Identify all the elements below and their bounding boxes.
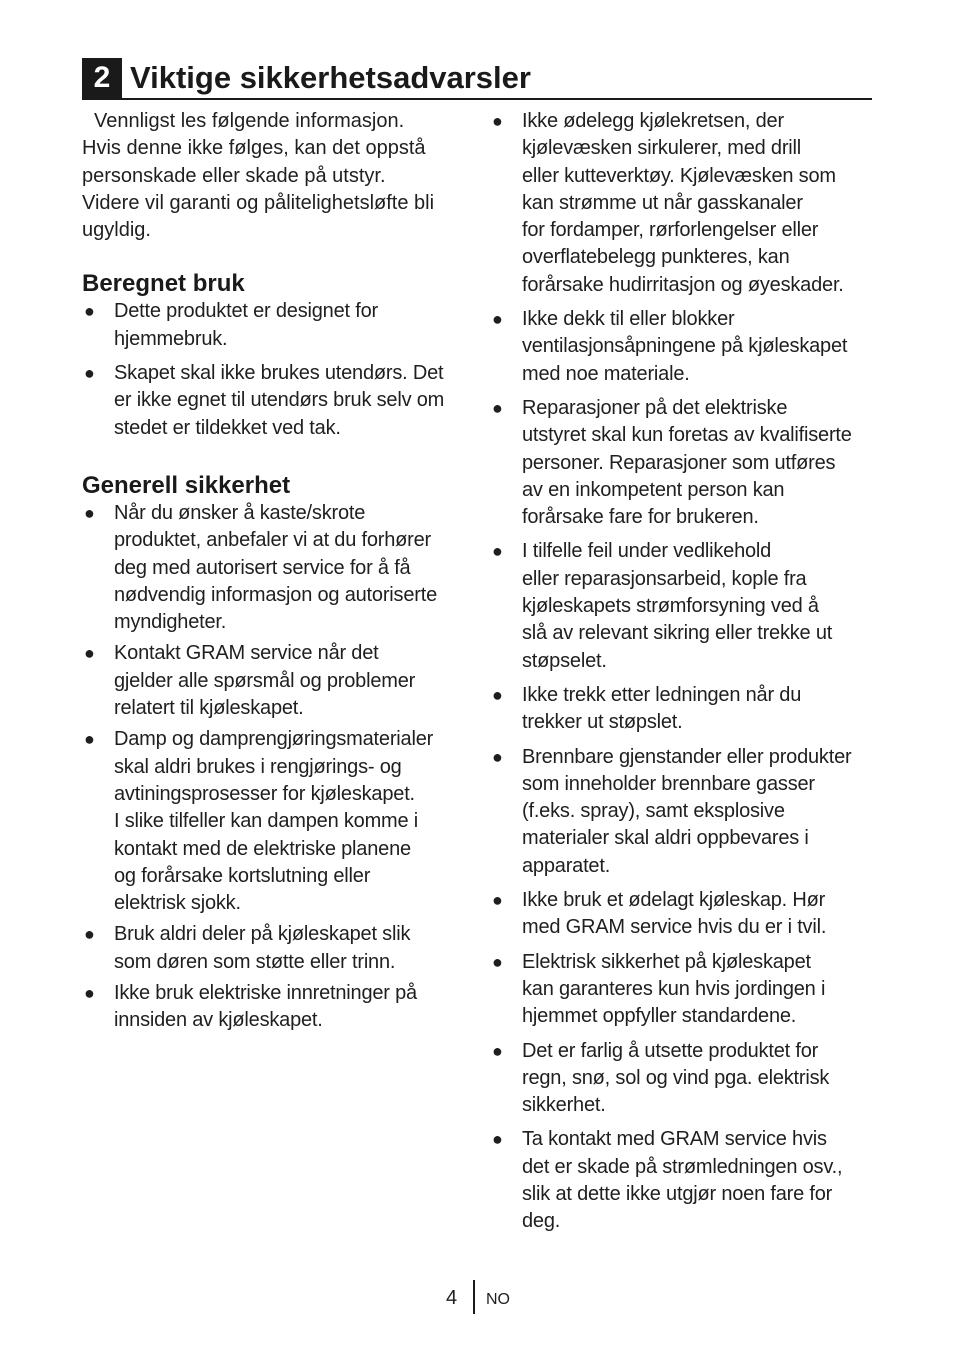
bullet-icon: ● <box>492 684 503 705</box>
page-number: 4 <box>446 1287 458 1309</box>
list-item <box>490 949 875 1031</box>
list-item-line: Elektrisk sikkerhet på kjøleskapet <box>522 950 811 973</box>
list-item <box>82 921 468 976</box>
footer-divider <box>473 1280 475 1314</box>
list-item-line: av en inkompetent person kan <box>522 478 785 501</box>
section-title-beregnet: Beregnet bruk <box>82 270 245 298</box>
bullet-icon: ● <box>492 746 503 767</box>
list-item-line: apparatet. <box>522 854 611 877</box>
intro-line: personskade eller skade på utstyr. <box>82 164 386 187</box>
list-item-line: overflatebelegg punkteres, kan <box>522 246 790 269</box>
list-item-line: stedet er tildekket ved tak. <box>114 416 341 439</box>
list-item-line: slik at dette ikke utgjør noen fare for <box>522 1182 833 1205</box>
list-item <box>490 306 875 388</box>
generell-list <box>82 500 468 1035</box>
list-item-line: sikkerhet. <box>522 1094 606 1117</box>
bullet-icon: ● <box>492 541 503 562</box>
list-item-line: materialer skal aldri oppbevares i <box>522 827 809 850</box>
intro-paragraph <box>82 108 468 244</box>
list-item-line: kontakt med de elektriske planene <box>114 837 411 860</box>
list-item-line: og forårsake kortslutning eller <box>114 864 371 887</box>
intro-line: Hvis denne ikke følges, kan det oppstå <box>82 137 426 160</box>
list-item-line: kjølevæsken sirkulerer, med drill <box>522 137 802 160</box>
list-item <box>490 887 875 942</box>
list-item-line: som døren som støtte eller trinn. <box>114 950 396 973</box>
list-item-line: elektrisk sjokk. <box>114 892 241 915</box>
list-item-line: (f.eks. spray), samt eksplosive <box>522 800 785 823</box>
intro-line: ugyldig. <box>82 219 151 242</box>
list-item-line: ventilasjonsåpningene på kjøleskapet <box>522 335 848 358</box>
list-item-line: som inneholder brennbare gasser <box>522 772 815 795</box>
list-item-line: støpselet. <box>522 649 607 672</box>
bullet-icon: ● <box>84 983 95 1004</box>
language-code: NO <box>486 1291 510 1308</box>
list-item-line: for fordamper, rørforlengelser eller <box>522 219 819 242</box>
list-item-line: Dette produktet er designet for <box>114 300 378 323</box>
list-item-line: Ikke bruk elektriske innretninger på <box>114 982 417 1005</box>
list-item-line: Damp og damprengjøringsmaterialer <box>114 728 434 751</box>
list-item-line: Skapet skal ikke brukes utendørs. Det <box>114 362 444 385</box>
list-item-line: trekker ut støpslet. <box>522 711 683 734</box>
list-item-line: kan strømme ut når gasskanaler <box>522 191 803 214</box>
list-item-line: Ikke dekk til eller blokker <box>522 308 735 331</box>
bullet-icon: ● <box>492 111 503 131</box>
list-item-line: Bruk aldri deler på kjøleskapet slik <box>114 923 411 946</box>
list-item-line: kan garanteres kun hvis jordingen i <box>522 977 826 1000</box>
list-item-line: Det er farlig å utsette produktet for <box>522 1039 819 1062</box>
list-item-line: myndigheter. <box>114 611 227 634</box>
page-title: Viktige sikkerhetsadvarsler <box>130 60 531 95</box>
chapter-header <box>82 58 872 100</box>
list-item <box>82 640 468 722</box>
list-item <box>490 1126 875 1235</box>
list-item-line: kjøleskapets strømforsyning ved å <box>522 595 819 618</box>
list-item-line: deg med autorisert service for å få <box>114 556 411 579</box>
list-item <box>490 682 875 737</box>
list-item-line: innsiden av kjøleskapet. <box>114 1009 323 1032</box>
intro-line: Vennligst les følgende informasjon. <box>94 110 405 132</box>
bullet-icon: ● <box>84 502 95 523</box>
list-item <box>82 500 468 636</box>
bullet-icon: ● <box>492 951 503 972</box>
list-item-line: deg. <box>522 1210 561 1233</box>
list-item-line: relatert til kjøleskapet. <box>114 697 304 720</box>
list-item-line: eller kutteverktøy. Kjølevæsken som <box>522 164 836 187</box>
bullet-icon: ● <box>84 643 95 664</box>
list-item-line: forårsake hudirritasjon og øyeskader. <box>522 273 844 296</box>
list-item-line: forårsake fare for brukeren. <box>522 506 759 529</box>
list-item-line: det er skade på strømledningen osv., <box>522 1155 843 1178</box>
bullet-icon: ● <box>84 301 95 322</box>
list-item-line: avtiningsprosesser for kjøleskapet. <box>114 782 415 805</box>
left-column <box>82 108 468 1035</box>
list-item-line: personer. Reparasjoner som utføres <box>522 451 836 474</box>
list-item-line: I tilfelle feil under vedlikehold <box>522 540 772 563</box>
bullet-icon: ● <box>492 309 503 330</box>
list-item <box>490 744 875 880</box>
beregnet-list <box>82 298 468 441</box>
list-item-line: Ta kontakt med GRAM service hvis <box>522 1128 827 1151</box>
list-item-line: Ikke trekk etter ledningen når du <box>522 683 802 706</box>
right-column <box>490 108 875 1236</box>
list-item-line: produktet, anbefaler vi at du forhører <box>114 529 432 552</box>
list-item-line: eller reparasjonsarbeid, kople fra <box>522 567 807 590</box>
list-item-line: gjelder alle spørsmål og problemer <box>114 669 416 692</box>
list-item <box>82 360 468 442</box>
bullet-icon: ● <box>492 1040 503 1061</box>
list-item <box>490 538 875 674</box>
list-item-line: Ikke ødelegg kjølekretsen, der <box>522 110 784 132</box>
bullet-icon: ● <box>84 729 95 750</box>
list-item-line: Ikke bruk et ødelagt kjøleskap. Hør <box>522 889 826 912</box>
chapter-number-badge: 2 <box>82 58 122 98</box>
bullet-icon: ● <box>492 397 503 418</box>
list-item-line: slå av relevant sikring eller trekke ut <box>522 622 833 645</box>
list-item-line: med GRAM service hvis du er i tvil. <box>522 916 827 939</box>
right-list <box>490 108 875 1236</box>
list-item <box>82 298 468 353</box>
list-item-line: skal aldri brukes i rengjørings- og <box>114 755 402 778</box>
list-item <box>490 108 875 299</box>
list-item-line: Reparasjoner på det elektriske <box>522 396 788 419</box>
bullet-icon: ● <box>492 890 503 911</box>
list-item-line: Brennbare gjenstander eller produkter <box>522 745 852 768</box>
list-item-line: hjemmet oppfyller standardene. <box>522 1005 797 1028</box>
section-title-generell: Generell sikkerhet <box>82 471 291 499</box>
list-item <box>490 395 875 531</box>
list-item-line: med noe materiale. <box>522 362 690 385</box>
list-item <box>490 1038 875 1120</box>
list-item-line: hjemmebruk. <box>114 327 228 350</box>
list-item-line: I slike tilfeller kan dampen komme i <box>114 810 419 833</box>
list-item <box>82 726 468 917</box>
list-item-line: nødvendig informasjon og autoriserte <box>114 583 437 606</box>
list-item-line: utstyret skal kun foretas av kvalifiserte <box>522 424 852 447</box>
intro-line: Videre vil garanti og pålitelighetsløfte bli <box>82 191 435 214</box>
list-item-line: Når du ønsker å kaste/skrote <box>114 501 366 524</box>
list-item-line: er ikke egnet til utendørs bruk selv om <box>114 389 445 412</box>
bullet-icon: ● <box>84 363 95 384</box>
bullet-icon: ● <box>84 924 95 945</box>
list-item-line: regn, snø, sol og vind pga. elektrisk <box>522 1066 830 1089</box>
list-item <box>82 980 468 1035</box>
bullet-icon: ● <box>492 1129 503 1150</box>
list-item-line: Kontakt GRAM service når det <box>114 642 379 665</box>
